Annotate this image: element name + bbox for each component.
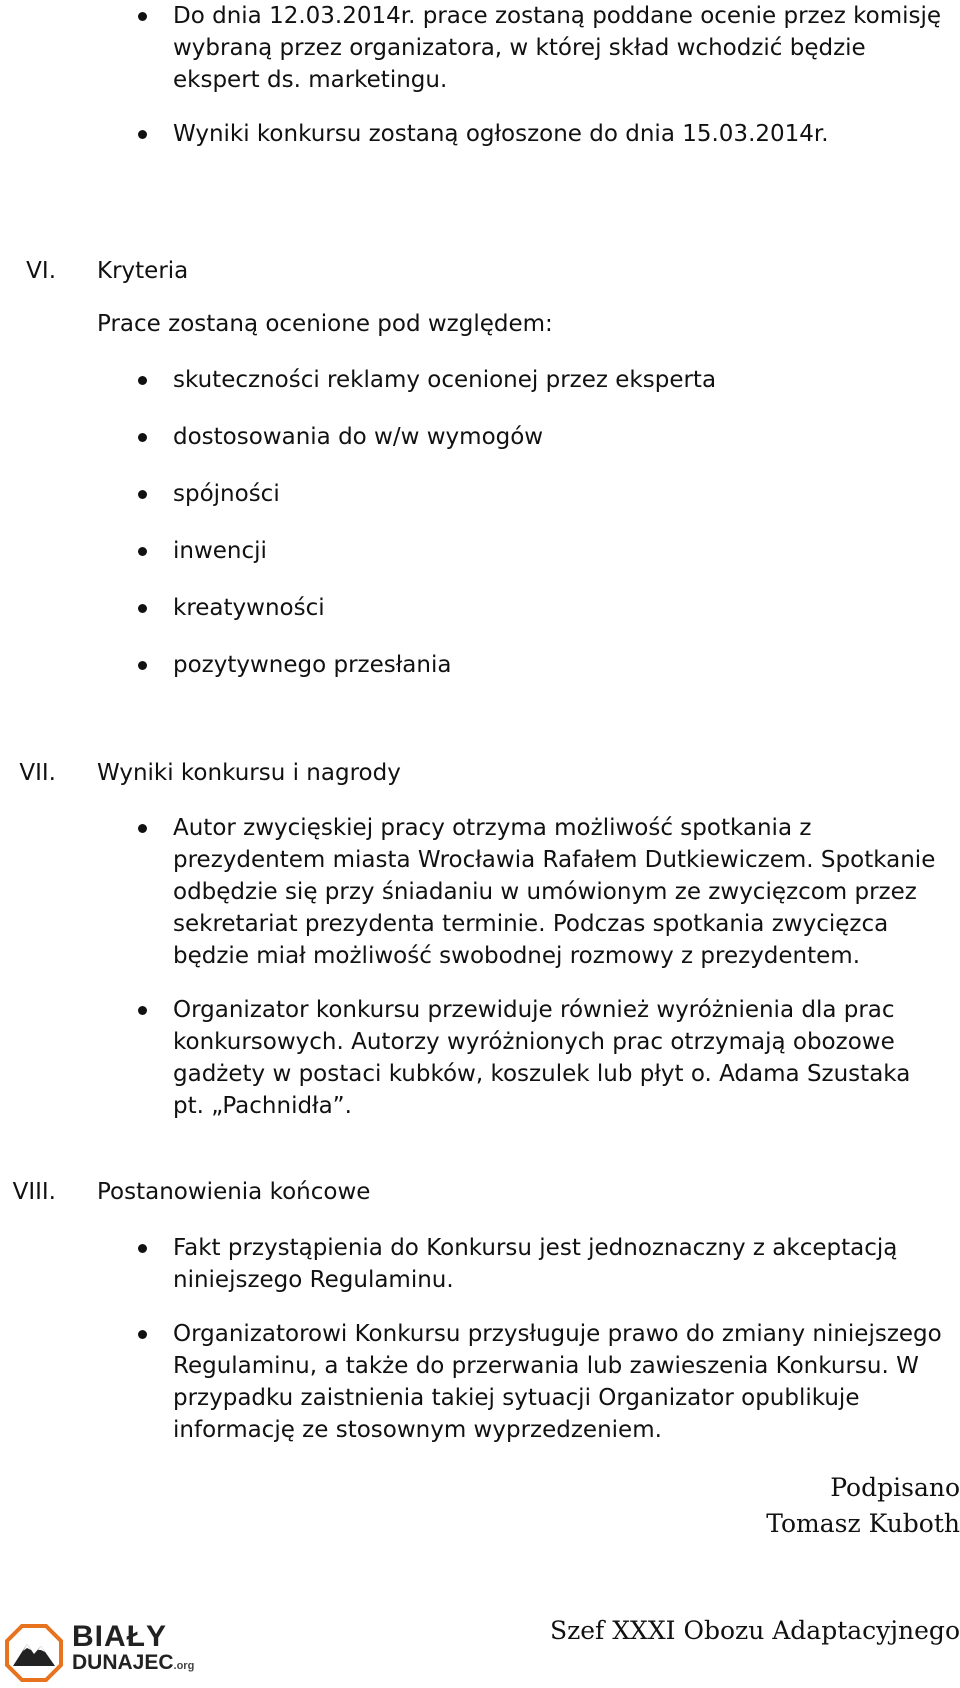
list-item: pozytywnego przesłania: [173, 649, 943, 681]
logo-word-2: [72, 1652, 194, 1677]
list-item: kreatywności: [173, 592, 943, 624]
final-provisions-list: [173, 1232, 943, 1446]
list-item: dostosowania do w/w wymogów: [173, 421, 943, 453]
list-item: Autor zwycięskiej pracy otrzyma możliwość spotkania z prezydentem miasta Wrocławia Rafałem Dutkiewiczem. Spotkanie odbędzie się przy śniadaniu w umówionym ze zwycięzcom przez sekretariat prezydenta terminie. Podczas spotkania zwycięzca będzie miał możliwość swobodnej rozmowy z prezydentem.: [173, 812, 943, 972]
criteria-list: [173, 364, 943, 681]
section-number: VII.: [19, 760, 56, 786]
section-title: Wyniki konkursu i nagrody: [97, 760, 401, 786]
signature-role: Szef XXXI Obozu Adaptacyjnego: [549, 1616, 960, 1645]
list-item: Organizator konkursu przewiduje również wyróżnienia dla prac konkursowych. Autorzy wyróżnionych prac otrzymają obozowe gadżety w postaci kubków, koszulek lub płyt o. Adama Szustaka pt. „Pachnidła”.: [173, 994, 943, 1122]
list-item: spójności: [173, 478, 943, 510]
results-list: [173, 812, 943, 1122]
signature-label: Podpisano: [830, 1473, 960, 1502]
section-title: Postanowienia końcowe: [97, 1179, 371, 1205]
logo-domain-suffix: .org: [173, 1660, 195, 1672]
mountain-octagon-icon: [5, 1624, 63, 1682]
list-item: Do dnia 12.03.2014r. prace zostaną poddane ocenie przez komisję wybraną przez organizatora, w której skład wchodzić będzie ekspert ds. marketingu.: [173, 0, 943, 96]
list-item: Organizatorowi Konkursu przysługuje prawo do zmiany niniejszego Regulaminu, a także do przerwania lub zawieszenia Konkursu. W przypadku zaistnienia takiej sytuacji Organizator opublikuje informację ze stosownym wyprzedzeniem.: [173, 1318, 943, 1446]
top-list: [173, 0, 943, 150]
section-intro: Prace zostaną ocenione pod względem:: [97, 311, 553, 337]
signature-name: Tomasz Kuboth: [766, 1509, 960, 1538]
list-item: skuteczności reklamy ocenionej przez eksperta: [173, 364, 943, 396]
bialy-dunajec-logo: [0, 1618, 200, 1684]
list-item: Wyniki konkursu zostaną ogłoszone do dnia 15.03.2014r.: [173, 118, 943, 150]
section-number: VIII.: [12, 1179, 56, 1205]
logo-word-1: BIAŁY: [72, 1620, 167, 1653]
section-title: Kryteria: [97, 258, 189, 284]
list-item: inwencji: [173, 535, 943, 567]
section-number: VI.: [26, 258, 56, 284]
logo-word-2-main: DUNAJEC: [72, 1651, 174, 1674]
list-item: Fakt przystąpienia do Konkursu jest jednoznaczny z akceptacją niniejszego Regulaminu.: [173, 1232, 943, 1296]
